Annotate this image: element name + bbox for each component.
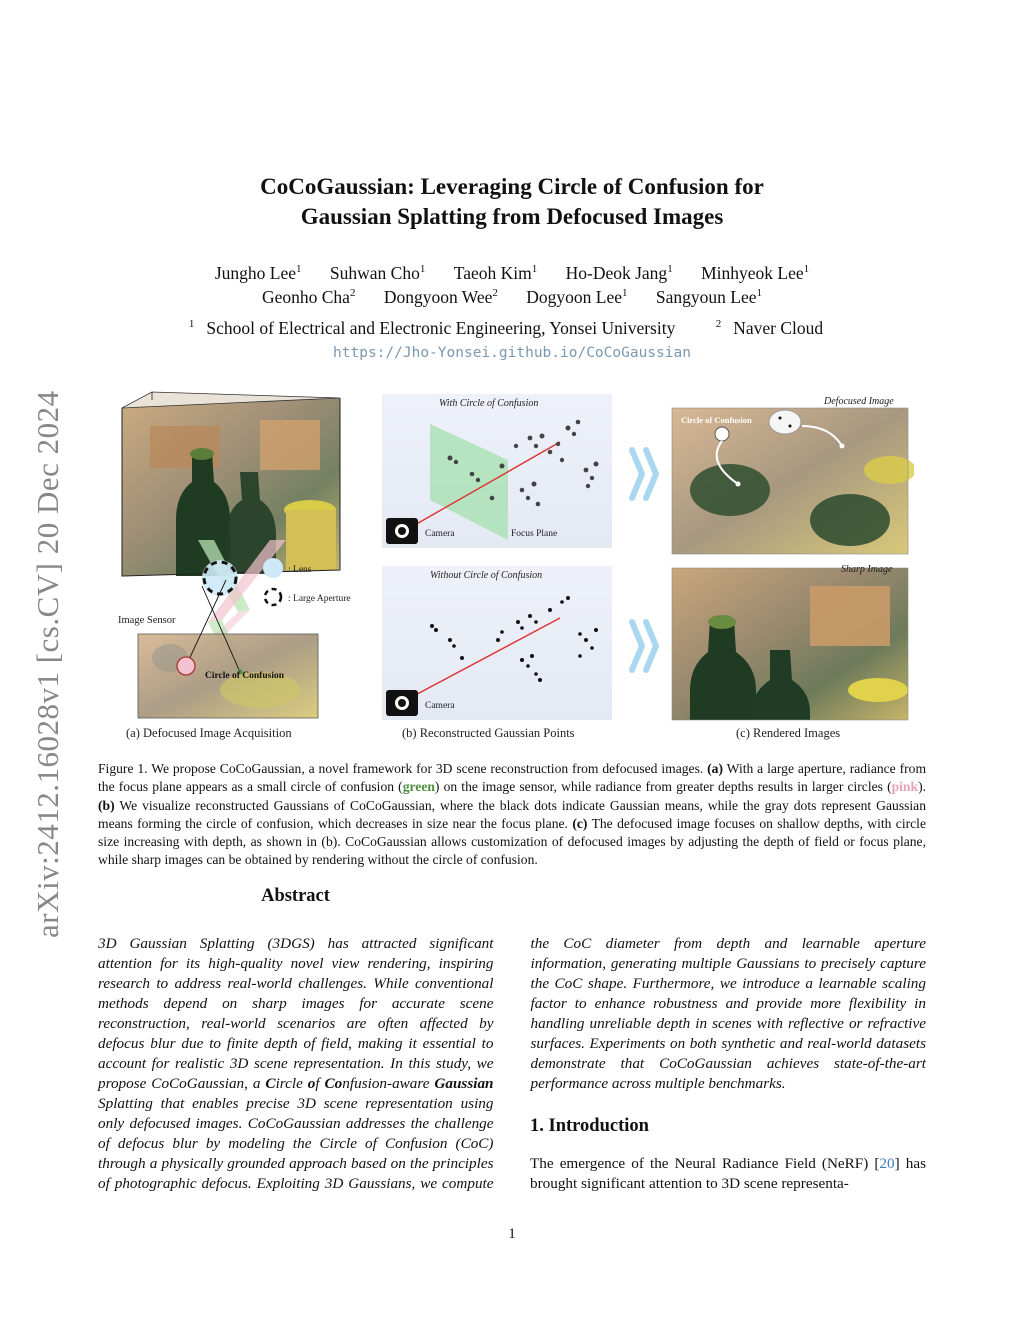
author-name: Ho-Deok Jang bbox=[565, 263, 668, 283]
author-affil-mark: 2 bbox=[492, 287, 498, 300]
camera-label-bottom: Camera bbox=[425, 701, 455, 711]
coc-label-c: Circle of Confusion bbox=[681, 415, 752, 425]
with-coc-title: With Circle of Confusion bbox=[439, 398, 539, 409]
authors-row-1 bbox=[110, 261, 914, 285]
abstract-text: f bbox=[315, 1075, 325, 1092]
project-url-text[interactable]: https://Jho-Yonsei.github.io/CoCoGaussian bbox=[333, 345, 691, 361]
author-affil-mark: 1 bbox=[622, 287, 628, 300]
author bbox=[215, 263, 302, 283]
author-affil-mark: 2 bbox=[349, 287, 356, 300]
caption-green-word: green bbox=[402, 779, 435, 795]
caption-text: ) on the image sensor, while radiance from greater depths results in larger circles ( bbox=[434, 779, 892, 795]
author-affil-mark: 1 bbox=[531, 263, 538, 276]
subcaption-a: (a) Defocused Image Acquisition bbox=[126, 726, 292, 740]
image-sensor-label: Image Sensor bbox=[118, 615, 176, 626]
author-name: Dogyoon Lee bbox=[526, 287, 623, 307]
defocused-image-label: Defocused Image bbox=[824, 396, 894, 407]
abstract-bold: Gaussian bbox=[434, 1075, 494, 1092]
subcaption-c: (c) Rendered Images bbox=[736, 726, 841, 740]
caption-label: Figure 1. bbox=[98, 761, 148, 776]
author-affil-mark: 1 bbox=[296, 263, 302, 276]
panel-a-diagram bbox=[118, 392, 351, 718]
affiliation bbox=[189, 318, 687, 338]
lens-legend-label: : Lens bbox=[288, 565, 312, 575]
caption-text: With a large aperture, radiance from the focus plane appears as a small circle of confusion ( bbox=[98, 761, 927, 795]
subcaption-b: (b) Reconstructed Gaussian Points bbox=[402, 726, 575, 740]
author bbox=[384, 287, 498, 307]
abstract-text: ircle bbox=[275, 1075, 308, 1092]
author-affil-mark: 1 bbox=[756, 287, 763, 300]
author bbox=[262, 287, 355, 307]
aperture-legend-icon bbox=[265, 589, 281, 605]
abstract-bold: Co bbox=[324, 1075, 343, 1092]
chevron-right-icon bbox=[632, 450, 656, 670]
title-line-1: CoCoGaussian: Leveraging Circle of Confusion for bbox=[260, 174, 764, 199]
affil-name: Naver Cloud bbox=[733, 318, 824, 338]
affiliation bbox=[716, 318, 835, 338]
author bbox=[526, 287, 627, 307]
author bbox=[566, 263, 673, 283]
author bbox=[330, 263, 425, 283]
author-name: Geonho Cha bbox=[261, 287, 350, 307]
pink-coc-marker bbox=[177, 657, 195, 675]
caption-text: We propose CoCoGaussian, a novel framework for 3D scene reconstruction from defocused images. bbox=[151, 761, 704, 776]
author-name: Sangyoun Lee bbox=[655, 287, 757, 307]
coc-label-a: Circle of Confusion bbox=[205, 671, 284, 681]
project-url[interactable] bbox=[110, 345, 914, 361]
figure-caption bbox=[98, 760, 926, 870]
caption-marker: (b) bbox=[98, 797, 115, 813]
camera-label-top: Camera bbox=[425, 529, 455, 539]
title-line-2: Gaussian Splatting from Defocused Images bbox=[300, 204, 724, 229]
without-coc-title: Without Circle of Confusion bbox=[430, 570, 543, 581]
caption-text: We visualize reconstructed Gaussians of CoCoGaussian, where the black dots indicate Gaussian means, while the gray dots represent Gaussian means forming the circle of confusion, which decreases in size near the focus plane. bbox=[98, 797, 927, 831]
affil-mark: 2 bbox=[715, 318, 722, 331]
affil-mark: 1 bbox=[188, 318, 195, 331]
sharp-image-label: Sharp Image bbox=[841, 564, 893, 575]
intro-text: The emergence of the Neural Radiance Field (NeRF) [ bbox=[530, 1155, 880, 1172]
author-name: Taeoh Kim bbox=[453, 263, 532, 283]
author-name: Minhyeok Lee bbox=[701, 263, 804, 283]
abstract-text: 3D Gaussian Splatting (3DGS) has attracted significant attention for its high-quality novel view rendering, inspiring research to address real-world challenges. While conventional methods depend on sharp images for accurate scene reconstruction, real-world scenarios are often affected by defocus blur due to finite depth of field, making it essential to account for realistic 3D scene representation. In this study, we propose CoCoGaussian, a bbox=[98, 935, 494, 1092]
abstract-text: nfusion-aware bbox=[342, 1075, 435, 1092]
panel-c-images bbox=[672, 396, 914, 720]
abstract-bold: o bbox=[307, 1075, 316, 1092]
abstract-bold: C bbox=[265, 1075, 276, 1092]
panel-b-diagram bbox=[382, 394, 612, 720]
caption-marker: (c) bbox=[572, 815, 588, 831]
caption-text: ). bbox=[918, 779, 926, 795]
author-affil-mark: 1 bbox=[667, 263, 673, 276]
author-name: Dongyoon Wee bbox=[383, 287, 493, 307]
abstract-heading: Abstract bbox=[261, 886, 330, 906]
author-name: Jungho Lee bbox=[214, 263, 297, 283]
author-name: Suhwan Cho bbox=[329, 263, 420, 283]
lens-legend-icon bbox=[263, 558, 283, 578]
author bbox=[454, 263, 538, 283]
author-affil-mark: 1 bbox=[419, 263, 426, 276]
citation-link[interactable]: 20 bbox=[879, 1155, 895, 1172]
caption-marker: (a) bbox=[707, 761, 724, 776]
introduction-heading: 1. Introduction bbox=[530, 1116, 649, 1136]
paper-title bbox=[150, 172, 874, 232]
abstract-text: Splatting that enables precise 3D scene representation using only defocused images. CoCoGaussian addresses the challenge of defocus blur by modeling the Circle of Confusion (CoC) through a physically grounded approach based on the principles of photographic defocus. Exploiting 3D Gaussians, we compute the CoC diameter from depth and learnable aperture information, generating multiple Gaussians to precisely capture the CoC shape. Furthermore, we introduce a learnable scaling factor to enhance robustness and provide more flexibility in handling unreliable depth in scenes with reflective or refractive surfaces. Experiments on both synthetic and real-world datasets demonstrate that CoCoGaussian achieves state-of-the-art performance across multiple benchmarks. bbox=[98, 935, 926, 1192]
author bbox=[701, 263, 809, 283]
author bbox=[656, 287, 762, 307]
caption-pink-word: pink bbox=[891, 779, 919, 795]
aperture-legend-label: : Large Aperture bbox=[288, 594, 351, 604]
caption-text: The defocused image focuses on shallow depths, with circle size increasing with depth, as shown in (b). CoCoGaussian allows customization of defocused images by adjusting the depth of field or focus plane, while sharp images can be obtained by rendering without the circle of confusion. bbox=[98, 815, 926, 868]
introduction-text bbox=[530, 1154, 926, 1194]
figure-1 bbox=[110, 390, 914, 746]
focus-plane-label: Focus Plane bbox=[511, 529, 558, 539]
intro-text: ] has brought significant attention to 3D scene representa- bbox=[530, 1155, 926, 1192]
affiliations bbox=[110, 318, 914, 339]
page-number: 1 bbox=[508, 1226, 516, 1242]
affil-name: School of Electrical and Electronic Engineering, Yonsei University bbox=[206, 318, 676, 338]
author-affil-mark: 1 bbox=[803, 263, 810, 276]
authors-row-2 bbox=[110, 285, 914, 309]
arxiv-stamp: arXiv:2412.16028v1 [cs.CV] 20 Dec 2024 bbox=[30, 390, 65, 938]
figure-graphic bbox=[110, 390, 914, 746]
